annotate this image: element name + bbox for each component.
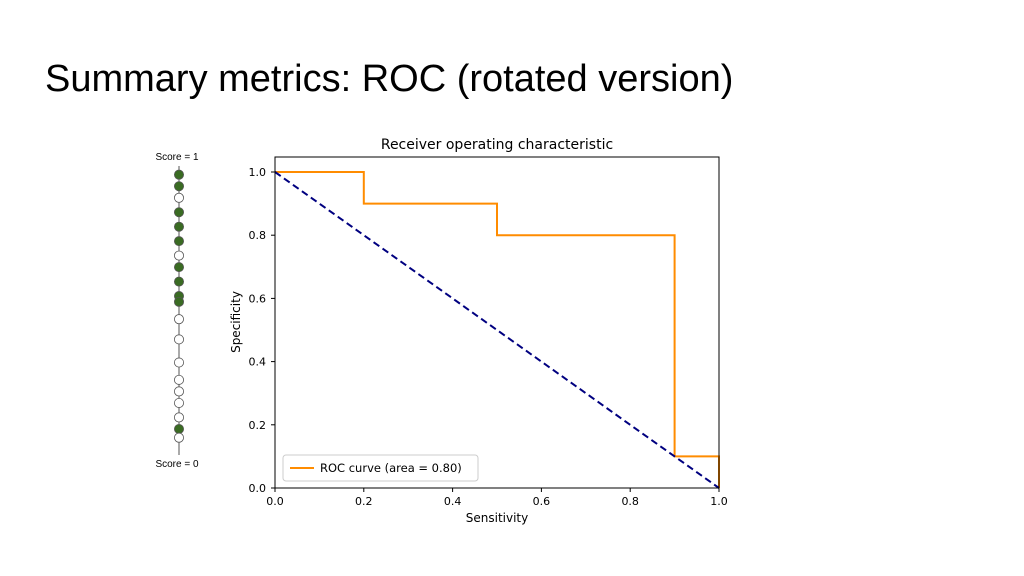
y-tick-label: 1.0 (248, 166, 266, 179)
y-tick-label: 0.8 (248, 229, 266, 243)
y-tick-label: 0.4 (248, 355, 266, 369)
positive-sample-dot (174, 424, 183, 433)
negative-sample-dot (174, 398, 183, 407)
positive-sample-dot (174, 277, 183, 286)
score-top-label: Score = 1 (155, 152, 199, 163)
positive-sample-dot (174, 182, 183, 191)
x-tick-label: 1.0 (710, 495, 728, 508)
series-layer (275, 172, 719, 488)
score-bottom-label: Score = 0 (155, 459, 199, 470)
negative-sample-dot (174, 413, 183, 422)
roc-chart (229, 137, 728, 525)
score-strip (155, 152, 199, 470)
slide-title: Summary metrics: ROC (rotated version) (45, 58, 734, 100)
x-axis-label: Sensitivity (465, 511, 529, 525)
negative-sample-dot (174, 335, 183, 344)
y-tick-label: 0.2 (248, 418, 266, 432)
negative-sample-dot (174, 375, 183, 384)
x-tick-label: 0.2 (355, 495, 373, 508)
y-tick-label: 0.6 (248, 292, 266, 306)
negative-sample-dot (174, 193, 183, 202)
negative-sample-dot (174, 433, 183, 442)
legend (283, 455, 478, 481)
negative-sample-dot (174, 387, 183, 396)
x-tick-label: 0.8 (621, 495, 639, 508)
score-dots (174, 170, 183, 442)
positive-sample-dot (174, 222, 183, 231)
negative-sample-dot (174, 358, 183, 367)
positive-sample-dot (174, 170, 183, 179)
chart-title: Receiver operating characteristic (380, 137, 614, 153)
negative-sample-dot (174, 251, 183, 260)
x-tick-label: 0.0 (266, 495, 284, 508)
negative-sample-dot (174, 315, 183, 324)
positive-sample-dot (174, 237, 183, 246)
x-tick-label: 0.4 (443, 495, 462, 508)
legend-entry: ROC curve (area = 0.80) (320, 461, 462, 475)
x-tick-label: 0.6 (532, 495, 551, 508)
positive-sample-dot (174, 297, 183, 306)
y-axis-label: Specificity (229, 291, 243, 353)
positive-sample-dot (174, 263, 183, 272)
positive-sample-dot (174, 208, 183, 217)
y-tick-label: 0.0 (248, 482, 266, 495)
